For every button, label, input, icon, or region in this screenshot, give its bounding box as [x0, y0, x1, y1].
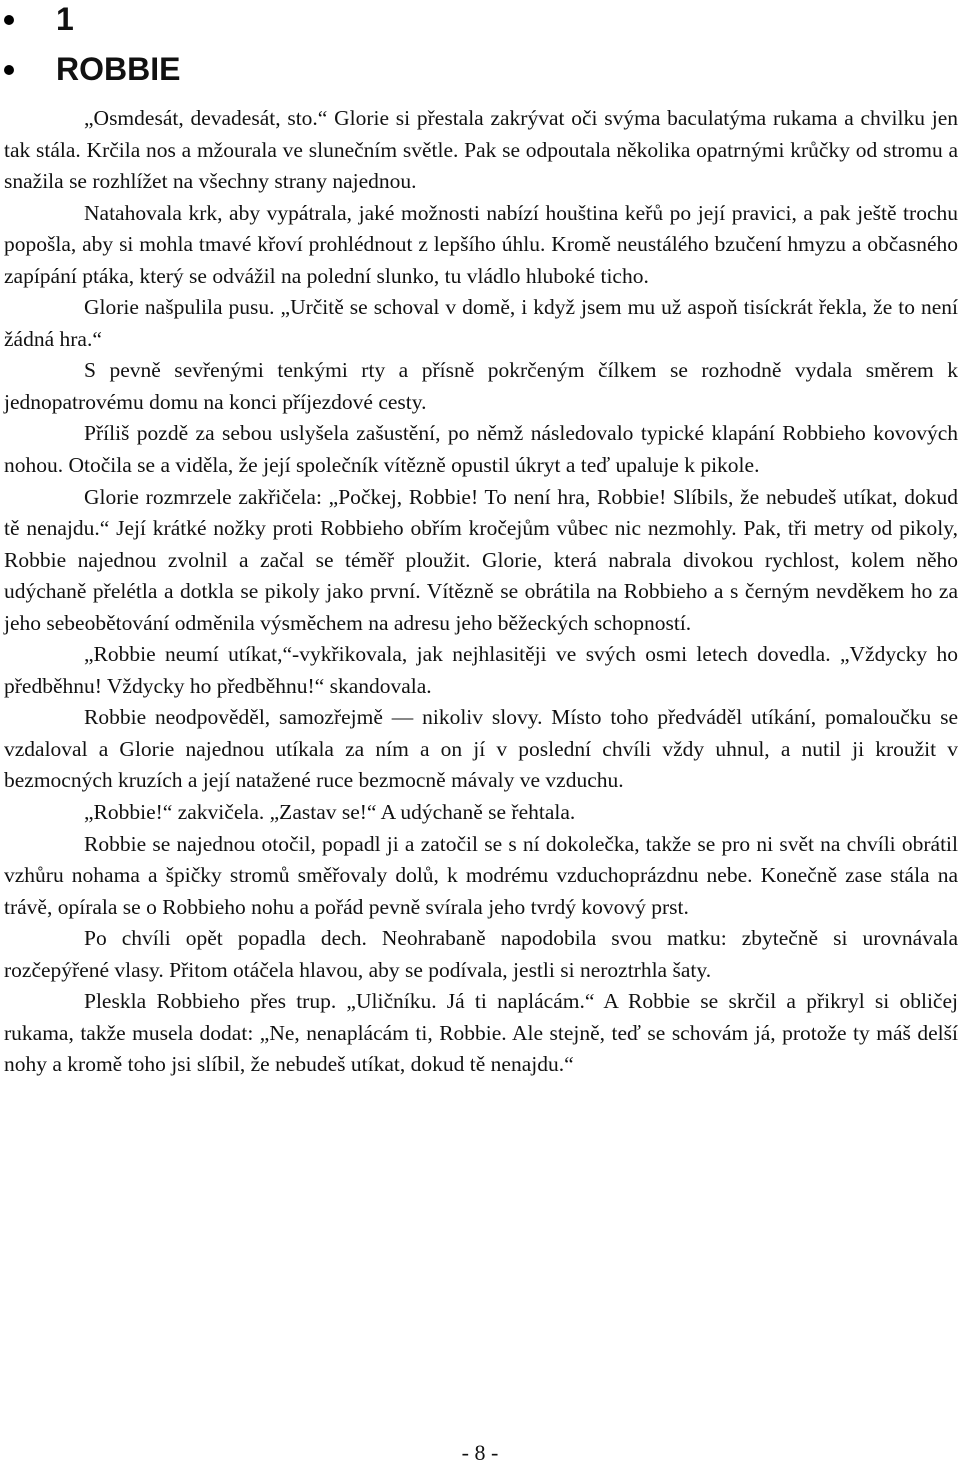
bullet-icon — [4, 15, 14, 25]
paragraph: Natahovala krk, aby vypátrala, jaké možnosti nabízí houština keřů po její pravici, a pak ještě trochu popošla, aby si mohla tmavé křoví prohlédnout z lepšího úhlu. Kromě neustálého bzučení hmyzu a občasného zapípání ptáka, který se odvážil na polední slunko, tu vládlo hluboké ticho. — [4, 200, 958, 288]
paragraph: „Robbie neumí utíkat,“-vykřikovala, jak nejhlasitěji ve svých osmi letech dovedla. „Vždycky ho předběhnu! Vždycky ho předběhnu!“ skandovala. — [4, 642, 958, 698]
paragraph: Glorie našpulila pusu. „Určitě se schoval v domě, i když jsem mu už aspoň tisíckrát řekla, že to není žádná hra.“ — [4, 295, 958, 351]
paragraph: Robbie se najednou otočil, popadl ji a zatočil se s ní dokolečka, takže se pro ni svět na chvíli obrátil vzhůru nohama a špičky stromů směřovaly dolů, k modrému vzduchoprázdnu nebe. Konečně zase stála na trávě, opírala se o Robbieho nohu a pořád pevně svírala jeho tvrdý kovový prst. — [4, 831, 958, 919]
paragraph: Po chvíli opět popadla dech. Neohrabaně napodobila svou matku: zbytečně si urovnávala rozčepýřené vlasy. Přitom otáčela hlavou, aby se podívala, jestli si neroztrhla šaty. — [4, 926, 958, 982]
paragraph: „Osmdesát, devadesát, sto.“ Glorie si přestala zakrývat oči svýma baculatýma rukama a chvilku jen tak stála. Krčila nos a mžourala ve slunečním světle. Pak se odpoutala několika opatrnými krůčky od stromu a snažila se rozhlížet na všechny strany najednou. — [4, 106, 958, 194]
paragraph: Příliš pozdě za sebou uslyšela zašustění, po němž následovalo typické klapání Robbieho kovových nohou. Otočila se a viděla, že její společník vítězně opustil úkryt a teď upaluje k pikole. — [4, 421, 958, 478]
paragraph: Glorie rozmrzele zakřičela: „Počkej, Robbie! To není hra, Robbie! Slíbils, že nebudeš utíkat, dokud tě nenajdu.“ Její krátké nožky proti Robbieho obřím kročejům vůbec nic nezmohly. Pak, tři metry od pikoly, Robbie najednou zvolnil a začal se téměř ploužit. Glorie, která nabrala divokou rychlost, kolem něho udýchaně přelétla a dotkla se pikoly jako první. Vítězně se obrátila na Robbieho a s černým nevděkem ho za jeho sebeobětování odměnila výsměchem na adresu jeho běžeckých schopností. — [4, 484, 958, 635]
paragraph: S pevně sevřenými tenkými rty a přísně pokrčeným čílkem se rozhodně vydala směrem k jednopatrovému domu na konci příjezdové cesty. — [4, 358, 958, 414]
paragraph: Robbie neodpověděl, samozřejmě — nikoliv slovy. Místo toho předváděl utíkání, pomaloučku se vzdaloval a Glorie najednou utíkala za ním a on jí v poslední chvíli vždy uhnul, a nutil ji kroužit v bezmocných kruzích a její natažené ruce bezmocně mávaly ve vzduchu. — [4, 705, 958, 793]
chapter-heading-list — [0, 0, 960, 100]
paragraph: Pleskla Robbieho přes trup. „Uličníku. Já ti naplácám.“ A Robbie se skrčil a přikryl si obličej rukama, takže musela dodat: „Ne, nenaplácám ti, Robbie. Ale stejně, teď se schovám já, protože ty máš delší nohy a kromě toho jsi slíbil, že nebudeš utíkat, dokud tě nenajdu.“ — [4, 989, 958, 1077]
chapter-body — [4, 103, 958, 1081]
page-number: - 8 - — [461, 1440, 499, 1465]
bullet-icon — [4, 65, 14, 75]
chapter-number-item — [0, 0, 960, 50]
chapter-title-item — [0, 50, 960, 100]
chapter-title: ROBBIE — [56, 51, 181, 87]
paragraph: „Robbie!“ zakvičela. „Zastav se!“ A udýchaně se řehtala. — [84, 800, 576, 825]
chapter-number: 1 — [56, 1, 74, 37]
